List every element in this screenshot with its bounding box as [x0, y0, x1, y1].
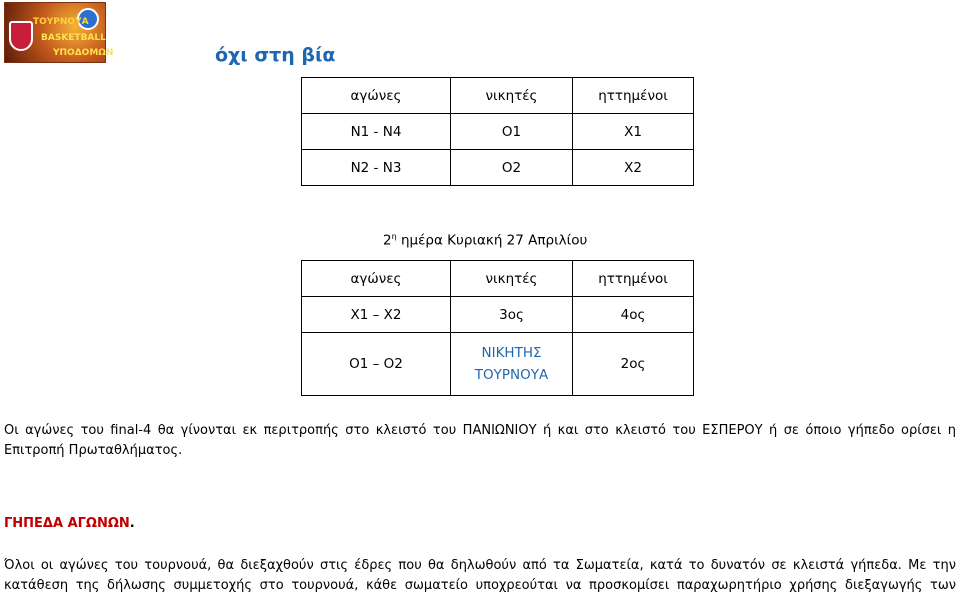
header-cell-matches: αγώνες [302, 78, 451, 114]
club-shield-icon [9, 21, 33, 51]
logo-text-line1: ΤΟΥΡΝΟΥΑ [33, 17, 89, 27]
match-cell: Ο1 – Ο2 [302, 333, 451, 396]
loser-cell: 4ος [573, 297, 694, 333]
page-heading: όχι στη βία [215, 44, 336, 66]
tournament-logo [4, 2, 114, 63]
loser-cell: Χ1 [573, 114, 694, 150]
match-cell: Ν1 - Ν4 [302, 114, 451, 150]
loser-cell: 2ος [573, 333, 694, 396]
day-number: 2 [383, 232, 392, 249]
day-ordinal-suffix: η [391, 232, 397, 241]
winner-label-line2: ΤΟΥΡΝΟΥΑ [474, 367, 549, 383]
loser-cell: Χ2 [573, 150, 694, 186]
winner-label-line1: ΝΙΚΗΤΗΣ [481, 345, 542, 361]
venues-paragraph: Όλοι οι αγώνες του τουρνουά, θα διεξαχθούν στις έδρες που θα δηλωθούν από τα Σωματεία, κατά το δυνατόν σε κλειστά γήπεδα. Με την κατάθεση της δήλωσης συμμετοχής στο τουρνουά, κάθε σωματείο υποχρεούται να προσκομίσει παραχωρητήριο χρήσης διεξαγωγής των [4, 558, 956, 593]
table-header-row [302, 78, 694, 114]
bracket-table-day2 [301, 260, 694, 396]
section-title-venues [4, 516, 135, 531]
winner-cell: Ο2 [451, 150, 573, 186]
day-text: ημέρα Κυριακή 27 Απριλίου [396, 232, 588, 249]
table-row [302, 333, 694, 396]
table-row [302, 297, 694, 333]
match-cell: Ν2 - Ν3 [302, 150, 451, 186]
bracket-table-day1 [301, 77, 694, 186]
winner-cell: 3ος [451, 297, 573, 333]
match-cell: Χ1 – Χ2 [302, 297, 451, 333]
winner-cell: Ο1 [451, 114, 573, 150]
header-cell-winners: νικητές [451, 261, 573, 297]
header-cell-losers: ηττημένοι [573, 78, 694, 114]
day-heading [383, 232, 587, 249]
section-title-period: . [129, 516, 135, 531]
table-row [302, 114, 694, 150]
header-cell-winners: νικητές [451, 78, 573, 114]
section-title-text: ΓΗΠΕΔΑ ΑΓΩΝΩΝ [4, 516, 130, 531]
header-cell-losers: ηττημένοι [573, 261, 694, 297]
tournament-winner-cell [451, 333, 573, 396]
logo-text-line3: ΥΠΟΔΟΜΩΝ [53, 48, 114, 58]
logo-text-line2: BASKETBALL [41, 33, 106, 43]
header-cell-matches: αγώνες [302, 261, 451, 297]
table-header-row [302, 261, 694, 297]
table-row [302, 150, 694, 186]
final-four-paragraph: Οι αγώνες του final-4 θα γίνονται εκ περιτροπής στο κλειστό του ΠΑΝΙΩΝΙΟΥ ή και στο κλειστό του ΕΣΠΕΡΟΥ ή σε όποιο γήπεδο ορίσει η Επιτροπή Πρωταθλήματος. [4, 423, 956, 458]
